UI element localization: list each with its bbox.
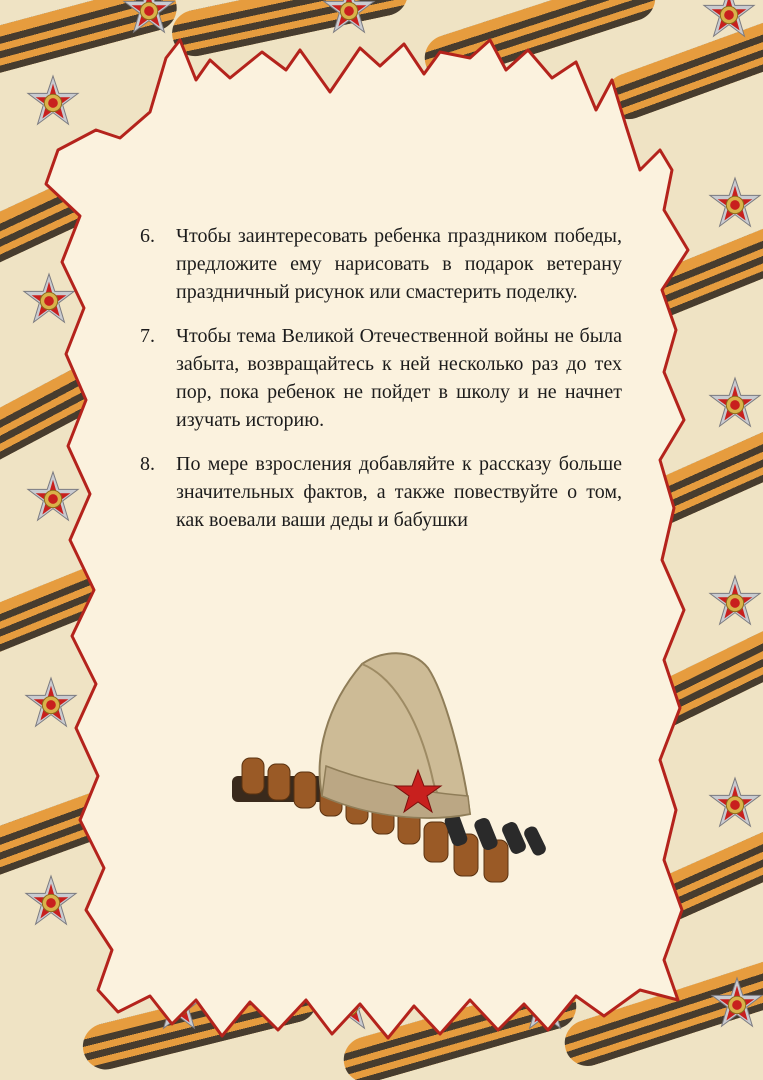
list-item: [140, 450, 622, 534]
advice-list: [140, 222, 622, 550]
item-number: 7.: [140, 325, 155, 347]
item-text: По мере взросления добавляйте к рассказу больше значительных фактов, а также повествуйте о том, как воевали ваши деды и бабушки: [176, 453, 622, 531]
item-number: 6.: [140, 225, 155, 247]
pilotka-cap: [320, 653, 470, 818]
item-text: Чтобы заинтересовать ребенка праздником победы, предложите ему нарисовать в подарок ветерану праздничный рисунок или смастерить поделку.: [176, 225, 622, 303]
item-text: Чтобы тема Великой Отечественной войны не была забыта, возвращайтесь к ней несколько раз до тех пор, пока ребенок не пойдет в школу и не начнет изучать историю.: [176, 325, 622, 431]
list-item: [140, 222, 622, 306]
list-item: [140, 322, 622, 434]
soldier-cap-illustration: [222, 646, 562, 916]
item-number: 8.: [140, 453, 155, 475]
